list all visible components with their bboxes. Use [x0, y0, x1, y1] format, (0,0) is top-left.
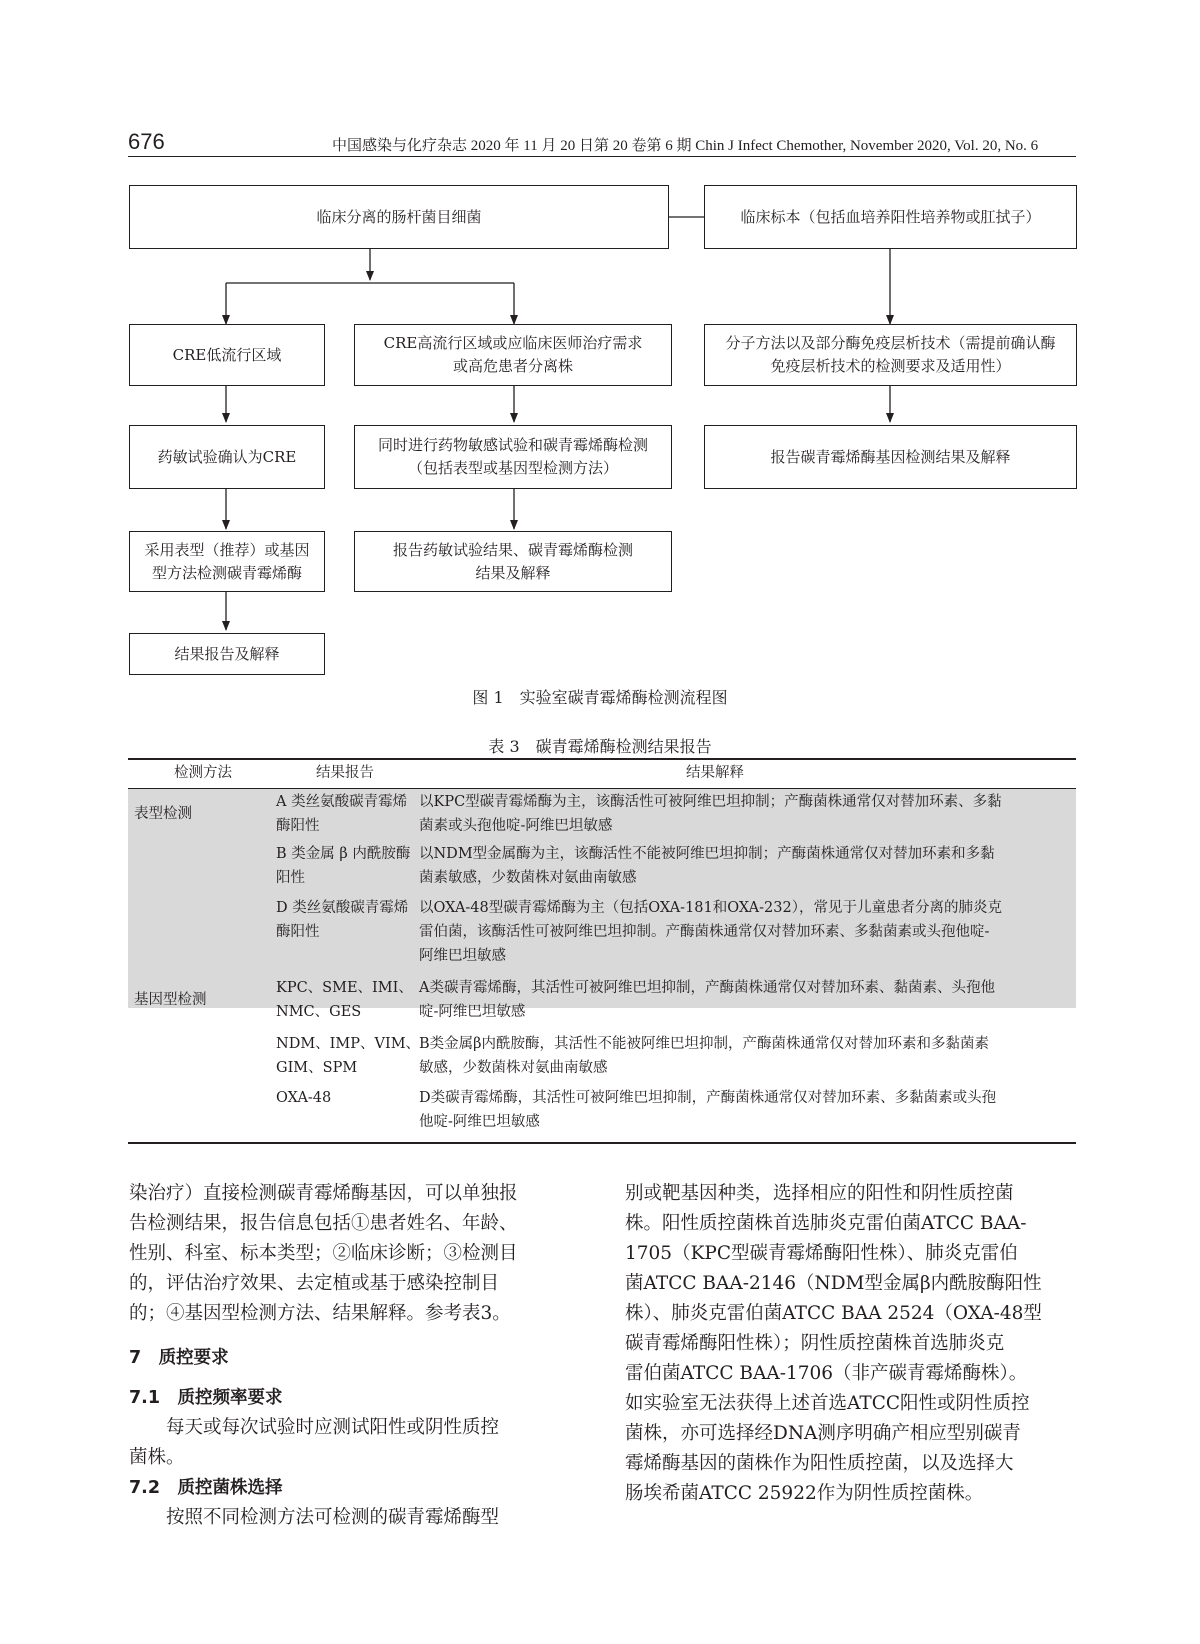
section-heading-7: 7 质控要求: [129, 1348, 229, 1368]
table-row-result: [276, 976, 413, 1024]
box-result-report: [129, 633, 325, 675]
body-line: 每天或每次试验时应测试阳性或阴性质控: [166, 1417, 500, 1438]
row-interp-line: 啶-阿维巴坦敏感: [419, 1004, 526, 1020]
row-interp-line: 以NDM型金属酶为主，该酶活性不能被阿维巴坦抑制；产酶菌株通常仅对替加环素和多黏: [419, 846, 995, 862]
box-report-ast: [354, 531, 672, 592]
row-result-line: 酶阳性: [276, 924, 320, 940]
box-report-gene-text: 报告碳青霉烯酶基因检测结果及解释: [770, 447, 1011, 466]
row-result-line: 阳性: [276, 870, 305, 886]
body-line: 1705（KPC型碳青霉烯酶阳性株）、肺炎克雷伯: [625, 1243, 1018, 1264]
journal-header: 中国感染与化疗杂志 2020 年 11 月 20 日第 20 卷第 6 期 Chin J Infect Chemother, November 2020, Vol. 20, No. 6: [332, 138, 1039, 154]
box-high-prevalence: [354, 324, 672, 386]
table-row-interpretation: [419, 976, 1076, 1024]
box-simultaneous-line1: 同时进行药物敏感试验和碳青霉烯酶检测: [377, 436, 648, 454]
figure-caption: 图 1 实验室碳青霉烯酶检测流程图: [472, 688, 728, 707]
group-method-phenotype: 表型检测: [134, 806, 192, 822]
body-line: 别或靶基因种类，选择相应的阳性和阴性质控菌: [625, 1183, 1014, 1204]
header-result: 结果报告: [316, 765, 374, 781]
row-result-line: OXA-48: [276, 1090, 332, 1106]
table-row-interpretation: [419, 790, 1076, 838]
table-row-interpretation: [419, 1086, 1076, 1134]
row-interp-line: B类金属β内酰胺酶，其活性不能被阿维巴坦抑制，产酶菌株通常仅对替加环素和多黏菌素: [419, 1036, 990, 1052]
box-high-prevalence-line1: CRE高流行区域或应临床医师治疗需求: [383, 334, 643, 352]
box-report-ast-line2: 结果及解释: [475, 563, 551, 582]
table-caption: 表 3 碳青霉烯酶检测结果报告: [488, 737, 712, 756]
body-left-column: [129, 1179, 583, 1533]
row-interp-line: D类碳青霉烯酶，其活性可被阿维巴坦抑制，产酶菌株通常仅对替加环素、多黏菌素或头孢: [419, 1090, 997, 1106]
box-simultaneous-testing: [354, 425, 672, 489]
row-result-line: 酶阳性: [276, 818, 320, 834]
box-phenotype-line2: 型方法检测碳青霉烯酶: [151, 563, 302, 582]
box-confirm-cre: [129, 425, 325, 489]
box-result-report-text: 结果报告及解释: [174, 644, 280, 663]
body-line: 的，评估治疗效果、去定植或基于感染控制目: [129, 1273, 500, 1294]
table-row-interpretation: [419, 896, 1076, 968]
row-interp-line: 敏感，少数菌株对氨曲南敏感: [419, 1060, 608, 1076]
body-line: 的；④基因型检测方法、结果解释。参考表3。: [129, 1303, 511, 1324]
body-line: 菌株。: [129, 1447, 185, 1468]
box-clinical-isolates: [129, 185, 669, 249]
table-row-result: [276, 842, 410, 890]
section-heading-7-1: 7.1 质控频率要求: [129, 1388, 283, 1408]
body-line: 株。阳性质控菌株首选肺炎克雷伯菌ATCC BAA-: [625, 1213, 1027, 1234]
box-phenotype-line1: 采用表型（推荐）或基因: [144, 540, 310, 559]
table-row-result: [276, 1086, 331, 1110]
body-line: 按照不同检测方法可检测的碳青霉烯酶型: [166, 1507, 500, 1528]
group-method-genotype: 基因型检测: [134, 992, 207, 1008]
page-number: 676: [128, 129, 165, 154]
table-row-interpretation: [419, 842, 1076, 890]
body-line: 碳青霉烯酶阳性株）；阴性质控菌株首选肺炎克: [625, 1333, 1005, 1354]
body-right-column: [625, 1179, 1077, 1509]
body-line: 霉烯酶基因的菌株作为阳性质控菌，以及选择大: [625, 1453, 1014, 1474]
row-interp-line: 以KPC型碳青霉烯酶为主，该酶活性可被阿维巴坦抑制；产酶菌株通常仅对替加环素、多黏: [419, 794, 1002, 810]
row-result-line: NDM、IMP、VIM、: [276, 1036, 421, 1052]
box-phenotype-method: [129, 531, 325, 592]
box-clinical-specimen-text: 临床标本（包括血培养阳性培养物或肛拭子）: [740, 207, 1041, 226]
box-low-prevalence: [129, 324, 325, 386]
box-clinical-specimen: [704, 185, 1077, 249]
body-line: 株）、肺炎克雷伯菌ATCC BAA 2524（OXA-48型: [625, 1303, 1042, 1324]
body-line: 性别、科室、标本类型；②临床诊断；③检测目: [129, 1243, 518, 1264]
body-line: 雷伯菌ATCC BAA-1706（非产碳青霉烯酶株）。: [625, 1363, 1028, 1384]
box-molecular-methods: [704, 324, 1077, 386]
body-line: 如实验室无法获得上述首选ATCC阳性或阴性质控: [625, 1393, 1030, 1414]
body-line: 菌株，亦可选择经DNA测序明确产相应型别碳青: [625, 1423, 1021, 1444]
row-interp-line: 菌素敏感，少数菌株对氨曲南敏感: [419, 870, 637, 886]
table-top-rule: [128, 758, 1076, 760]
row-interp-line: 以OXA-48型碳青霉烯酶为主（包括OXA-181和OXA-232），常见于儿童患者分离的肺炎克: [419, 900, 1002, 916]
body-line: 肠埃希菌ATCC 25922作为阴性质控菌株。: [625, 1483, 984, 1504]
table-bottom-rule: [128, 1142, 1076, 1144]
box-high-prevalence-line2: 或高危患者分离株: [452, 357, 573, 375]
table-row-result: [276, 1032, 420, 1080]
row-result-line: B 类金属 β 内酰胺酶: [276, 846, 411, 862]
row-result-line: GIM、SPM: [276, 1060, 358, 1076]
box-report-gene: [704, 425, 1077, 489]
table-row-interpretation: [419, 1032, 1076, 1080]
body-line: 菌ATCC BAA-2146（NDM型金属β内酰胺酶阳性: [625, 1273, 1042, 1294]
body-line: 染治疗）直接检测碳青霉烯酶基因，可以单独报: [129, 1183, 518, 1204]
row-interp-line: A类碳青霉烯酶，其活性可被阿维巴坦抑制，产酶菌株通常仅对替加环素、黏菌素、头孢他: [419, 980, 995, 996]
section-heading-7-2: 7.2 质控菌株选择: [129, 1478, 283, 1498]
row-interp-line: 雷伯菌，该酶活性可被阿维巴坦抑制。产酶菌株通常仅对替加环素、多黏菌素或头孢他啶-: [419, 924, 990, 940]
header-method: 检测方法: [174, 765, 232, 781]
row-result-line: D 类丝氨酸碳青霉烯: [276, 900, 409, 916]
box-report-ast-line1: 报告药敏试验结果、碳青霉烯酶检测: [392, 540, 633, 559]
table-row-result: [276, 790, 407, 838]
box-molecular-line2: 免疫层析技术的检测要求及适用性）: [770, 357, 1011, 375]
row-interp-line: 阿维巴坦敏感: [419, 948, 506, 964]
row-interp-line: 他啶-阿维巴坦敏感: [419, 1114, 540, 1130]
box-low-prevalence-text: CRE低流行区域: [172, 345, 282, 364]
box-simultaneous-line2: （包括表型或基因型检测方法）: [407, 459, 618, 477]
row-result-line: NMC、GES: [276, 1004, 362, 1020]
table-header-rule: [128, 788, 1076, 789]
header-interpretation: 结果解释: [686, 765, 744, 781]
row-result-line: KPC、SME、IMI、: [276, 980, 413, 996]
row-result-line: A 类丝氨酸碳青霉烯: [276, 794, 408, 810]
table-row-result: [276, 896, 408, 944]
body-line: 告检测结果，报告信息包括①患者姓名、年龄、: [129, 1213, 518, 1234]
box-clinical-isolates-text: 临床分离的肠杆菌目细菌: [316, 207, 482, 226]
row-interp-line: 菌素或头孢他啶-阿维巴坦敏感: [419, 818, 613, 834]
box-molecular-line1: 分子方法以及部分酶免疫层析技术（需提前确认酶: [725, 334, 1056, 352]
box-confirm-cre-text: 药敏试验确认为CRE: [157, 447, 297, 466]
